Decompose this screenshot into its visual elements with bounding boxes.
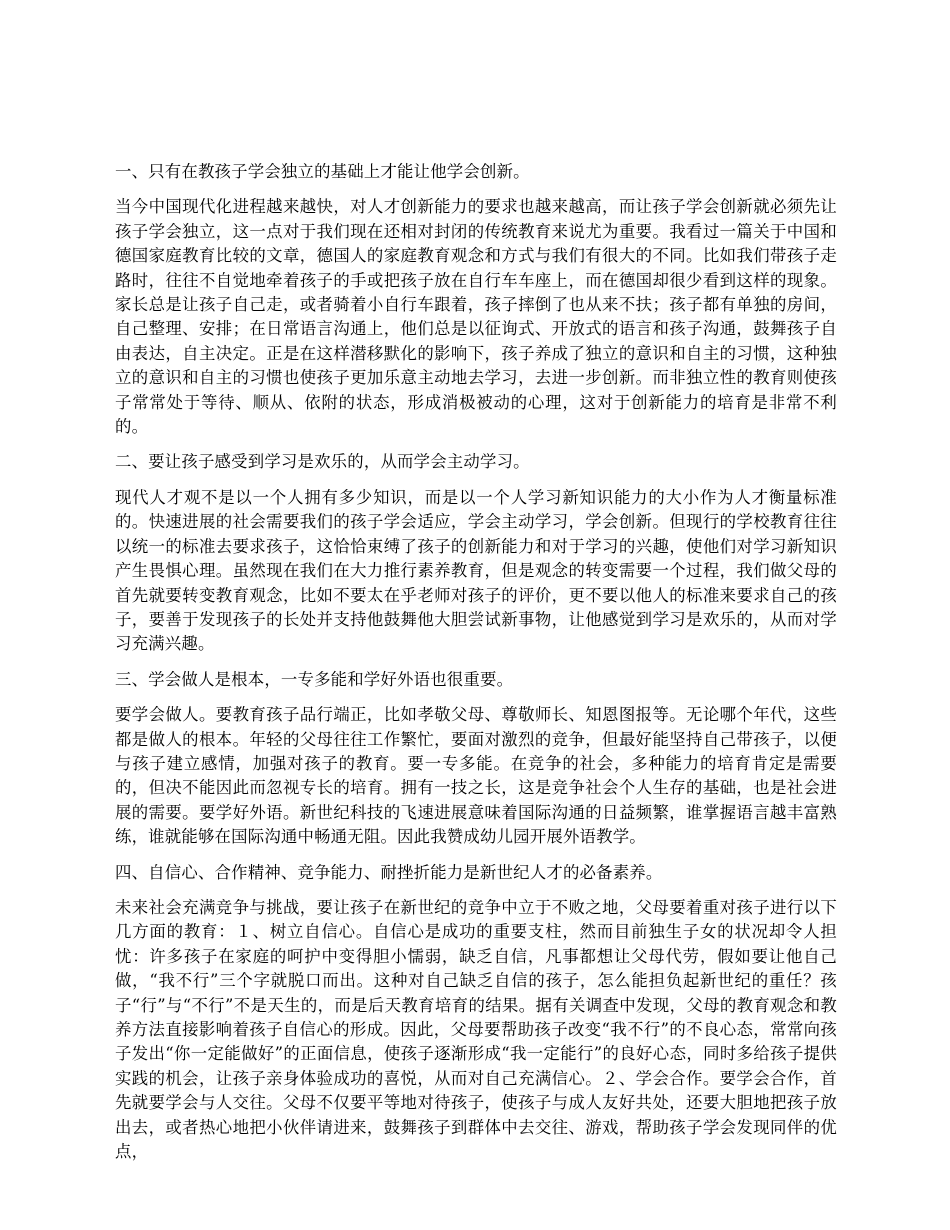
document-body bbox=[115, 160, 837, 1175]
section-paragraph-2: 现代人才观不是以一个人拥有多少知识，而是以一个人学习新知识能力的大小作为人才衡量标准的。快速进展的社会需要我们的孩子学会适应，学会主动学习，学会创新。但现行的学校教育往往以统一的标准去要求孩子，这恰恰束缚了孩子的创新能力和对于学习的兴趣，使他们对学习新知识产生畏惧心理。虽然现在我们在大力推行素养教育，但是观念的转变需要一个过程，我们做父母的首先就要转变教育观念，比如不要太在乎老师对孩子的评价，更不要以他人的标准来要求自己的孩子，要善于发现孩子的长处并支持他鼓舞他大胆尝试新事物，让他感觉到学习是欢乐的，从而对学习充满兴趣。 bbox=[115, 487, 837, 654]
section-paragraph-3: 要学会做人。要教育孩子品行端正，比如孝敬父母、尊敬师长、知恩图报等。无论哪个年代，这些都是做人的根本。年轻的父母往往工作繁忙，要面对激烈的竞争，但最好能坚持自己带孩子，以便与孩子建立感情，加强对孩子的教育。要一专多能。在竞争的社会，多种能力的培育肯定是需要的，但决不能因此而忽视专长的培育。拥有一技之长，这是竞争社会个人生存的基础，也是社会进展的需要。要学好外语。新世纪科技的飞速进展意味着国际沟通的日益频繁，谁掌握语言越丰富熟练，谁就能够在国际沟通中畅通无阻。因此我赞成幼儿园开展外语教学。 bbox=[115, 705, 837, 847]
section-heading-1: 一、只有在教孩子学会独立的基础上才能让他学会创新。 bbox=[115, 162, 530, 181]
section-paragraph-4: 未来社会充满竞争与挑战，要让孩子在新世纪的竞争中立于不败之地，父母要着重对孩子进行以下几方面的教育：１、树立自信心。自信心是成功的重要支柱，然而目前独生子女的状况却令人担忧：许多孩子在家庭的呵护中变得胆小懦弱，缺乏自信，凡事都想让父母代劳，假如要让他自己做，“我不行”三个字就脱口而出。这种对自己缺乏自信的孩子，怎么能担负起新世纪的重任？孩子“行”与“不行”不是天生的，而是后天教育培育的结果。据有关调查中发现，父母的教育观念和教养方法直接影响着孩子自信心的形成。因此，父母要帮助孩子改变“我不行”的不良心态，常常向孩子发出“你一定能做好”的正面信息，使孩子逐渐形成“我一定能行”的良好心态，同时多给孩子提供实践的机会，让孩子亲身体验成功的喜悦，从而对自己充满信心。２、学会合作。要学会合作，首先就要学会与人交往。父母不仅要平等地对待孩子，使孩子与成人友好共处，还要大胆地把孩子放出去，或者热心地把小伙伴请进来，鼓舞孩子到群体中去交往、游戏，帮助孩子学会发现同伴的优点， bbox=[115, 897, 837, 1162]
section-heading-2: 二、要让孩子感受到学习是欢乐的，从而学会主动学习。 bbox=[115, 452, 530, 472]
section-heading-3: 三、学会做人是根本，一专多能和学好外语也很重要。 bbox=[115, 669, 514, 689]
section-paragraph-1: 当今中国现代化进程越来越快，对人才创新能力的要求也越来越高，而让孩子学会创新就必须先让孩子学会独立，这一点对于我们现在还相对封闭的传统教育来说尤为重要。我看过一篇关于中国和德国家庭教育比较的文章，德国人的家庭教育观念和方式与我们有很大的不同。比如我们带孩子走路时，往往不自觉地牵着孩子的手或把孩子放在自行车车座上，而在德国却很少看到这样的现象。家长总是让孩子自己走，或者骑着小自行车跟着，孩子摔倒了也从来不扶；孩子都有单独的房间，自己整理、安排；在日常语言沟通上，他们总是以征询式、开放式的语言和孩子沟通，鼓舞孩子自由表达，自主决定。正是在这样潜移默化的影响下，孩子养成了独立的意识和自主的习惯，这种独立的意识和自主的习惯也使孩子更加乐意主动地去学习，去进一步创新。而非独立性的教育则使孩子常常处于等待、顺从、依附的状态，形成消极被动的心理，这对于创新能力的培育是非常不利的。 bbox=[115, 197, 837, 437]
section-heading-4: 四、自信心、合作精神、竞争能力、耐挫折能力是新世纪人才的必备素养。 bbox=[115, 862, 663, 882]
